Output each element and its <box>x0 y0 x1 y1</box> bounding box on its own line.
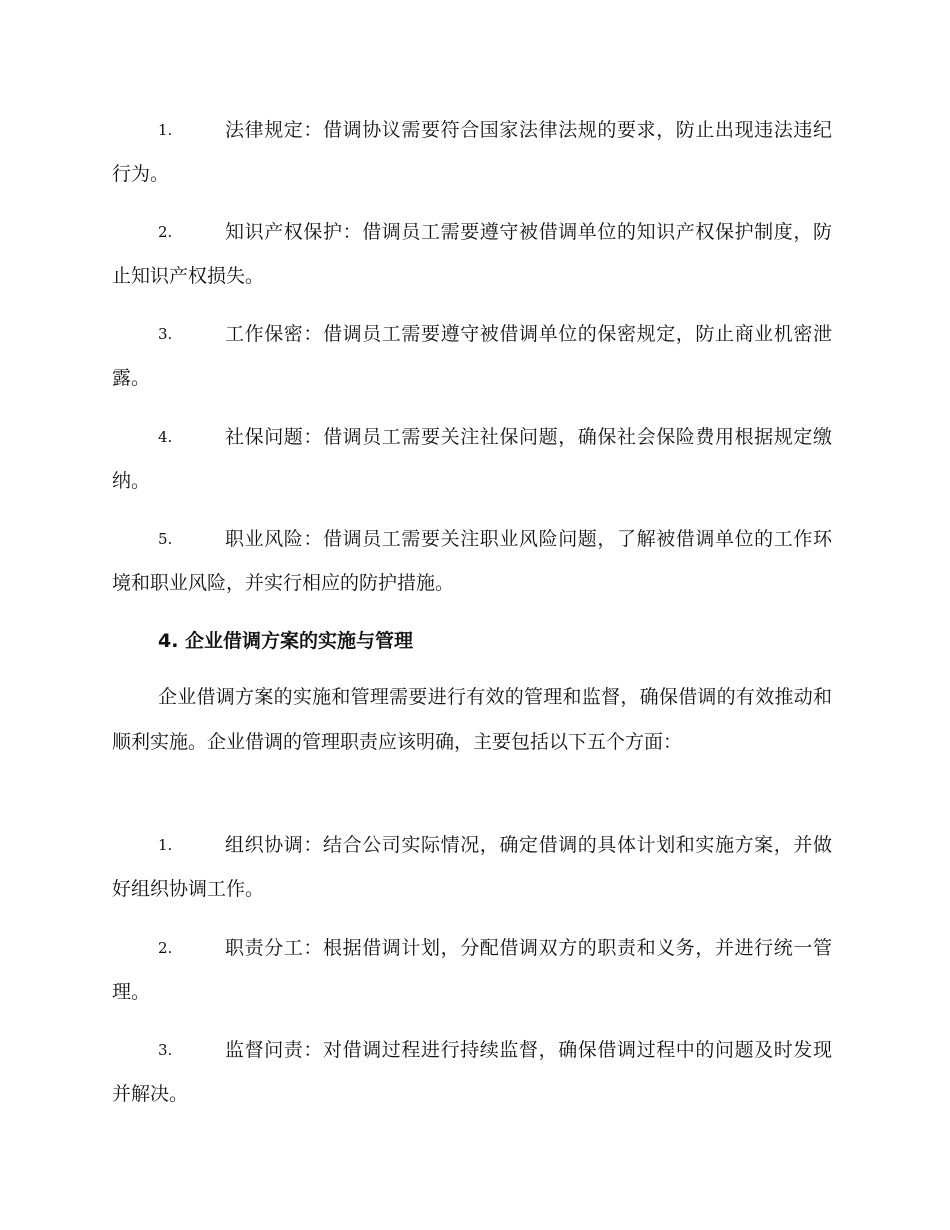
list-item <box>112 926 832 1014</box>
section-heading: 4. 企业借调方案的实施与管理 <box>158 630 414 652</box>
list-item <box>112 1028 832 1116</box>
list-number: 3. <box>158 1041 173 1059</box>
list-number: 1. <box>158 121 173 139</box>
list-text: 组织协调：结合公司实际情况，确定借调的具体计划和实施方案，并做好组织协调工作。 <box>112 834 832 900</box>
list-item <box>112 823 832 911</box>
list-item <box>112 210 832 298</box>
section-paragraph: 企业借调方案的实施和管理需要进行有效的管理和监督，确保借调的有效推动和顺利实施。企业借调的管理职责应该明确，主要包括以下五个方面： <box>112 686 832 753</box>
list-text: 监督问责：对借调过程进行持续监督，确保借调过程中的问题及时发现并解决。 <box>112 1039 832 1105</box>
list-number: 4. <box>158 428 173 446</box>
list-text: 职业风险：借调员工需要关注职业风险问题，了解被借调单位的工作环境和职业风险，并实行相应的防护措施。 <box>112 528 832 594</box>
list-item <box>112 312 832 400</box>
list-number: 5. <box>158 530 173 548</box>
list-number: 1. <box>158 836 173 854</box>
list-item <box>112 108 832 196</box>
list-item <box>112 415 832 503</box>
list-number: 2. <box>158 939 173 957</box>
list-text: 法律规定：借调协议需要符合国家法律法规的要求，防止出现违法违纪行为。 <box>112 119 832 185</box>
list-number: 2. <box>158 223 173 241</box>
list-item <box>112 517 832 605</box>
list-text: 知识产权保护：借调员工需要遵守被借调单位的知识产权保护制度，防止知识产权损失。 <box>112 221 832 287</box>
list-number: 3. <box>158 325 173 343</box>
list-text: 社保问题：借调员工需要关注社保问题，确保社会保险费用根据规定缴纳。 <box>112 426 832 492</box>
list-text: 职责分工：根据借调计划，分配借调双方的职责和义务，并进行统一管理。 <box>112 937 832 1003</box>
list-text: 工作保密：借调员工需要遵守被借调单位的保密规定，防止商业机密泄露。 <box>112 323 832 389</box>
